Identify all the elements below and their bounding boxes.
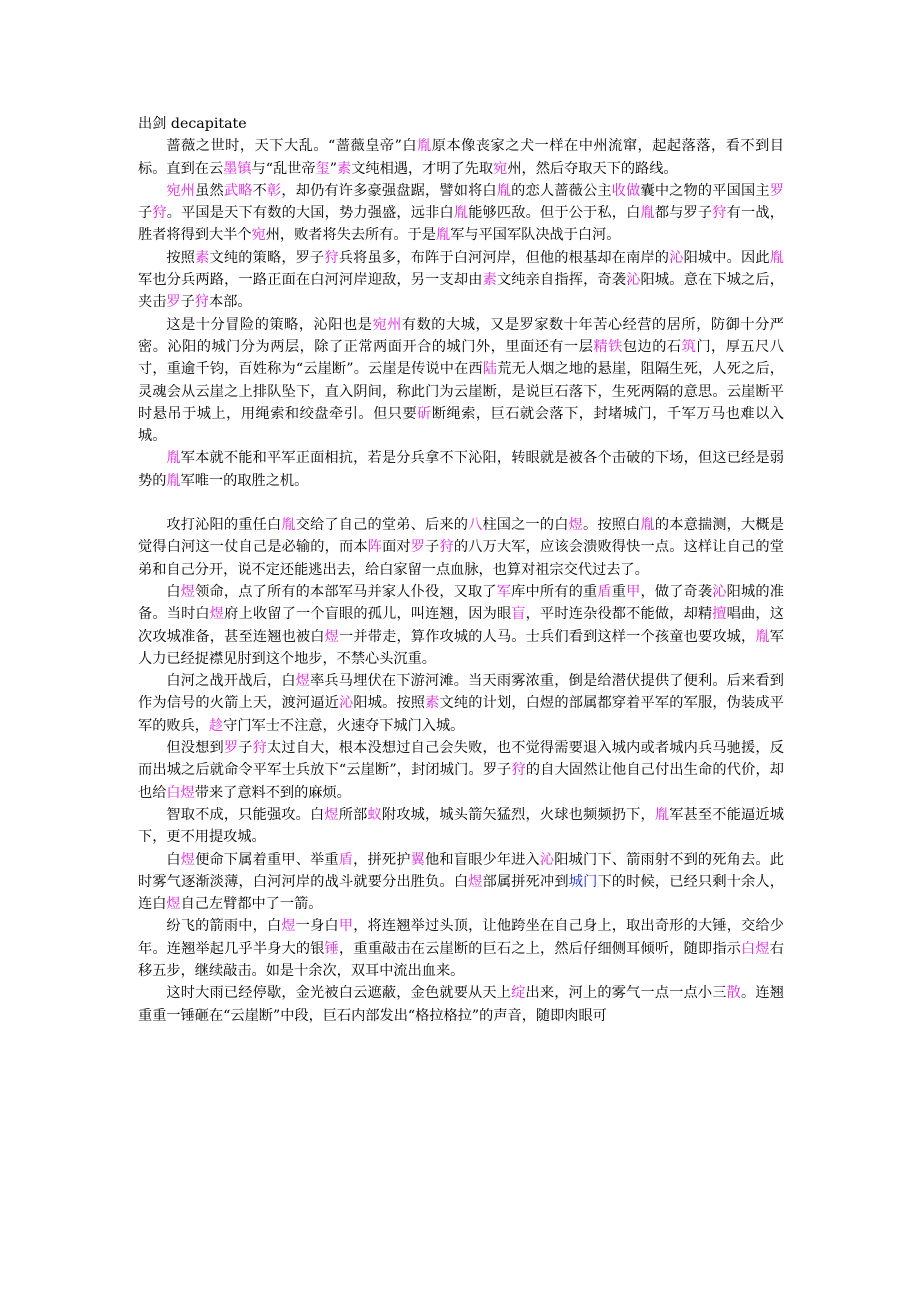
text-run: 的恋人蔷薇公主 bbox=[511, 182, 612, 199]
text-run: 按照 bbox=[166, 249, 196, 266]
text-run: 阳城。意在下城之后，夹击 bbox=[138, 272, 784, 311]
text-run: 附攻城，城头箭矢猛烈，火球也频频扔下， bbox=[381, 806, 655, 823]
highlighted-term: 煜 bbox=[568, 517, 583, 534]
highlighted-term: 盾 bbox=[597, 583, 612, 600]
text-run: 本部。 bbox=[209, 294, 252, 311]
text-run: 府上收留了一个盲眼的孤儿，叫连翘，因为眼 bbox=[224, 606, 512, 623]
paragraph bbox=[138, 180, 784, 247]
highlighted-term: 煜 bbox=[468, 873, 483, 890]
highlighted-term: 胤 bbox=[755, 628, 770, 645]
text-run: 军与平国军队决战于白河。 bbox=[450, 227, 621, 244]
text-run: 智取不成，只能强攻。白 bbox=[166, 806, 325, 823]
highlighted-term: 胤 bbox=[166, 472, 181, 489]
highlighted-term: 煜 bbox=[324, 628, 340, 645]
highlighted-term: 煜 bbox=[324, 806, 339, 823]
text-run: 能够匹敌。但于公于私，白 bbox=[468, 205, 641, 222]
text-run: 率兵马埋伏在下游河滩。当天雨雾浓重，倒是给潜伏提供了便利。后来看到作为信号的火箭上天，渡河逼近 bbox=[138, 673, 784, 712]
text-run: 一并带走，算作攻城的人马。士兵们看到这样一个孩童也要攻城， bbox=[339, 628, 756, 645]
highlighted-term: 锤 bbox=[324, 940, 340, 957]
highlighted-term: 甲 bbox=[338, 918, 354, 935]
text-run: 与“乱世帝 bbox=[251, 160, 316, 177]
paragraph bbox=[138, 581, 784, 670]
highlighted-term: 狩 bbox=[252, 740, 267, 757]
text-run: 州，然后夺取天下的路线。 bbox=[507, 160, 678, 177]
highlighted-term: 军 bbox=[496, 583, 512, 600]
text-run: 。按照白 bbox=[583, 517, 641, 534]
highlighted-term: 煜 bbox=[295, 673, 311, 690]
highlighted-term: 趁 bbox=[208, 717, 224, 734]
text-run: ，拼死护 bbox=[353, 851, 411, 868]
highlighted-term: 胤 bbox=[417, 138, 432, 155]
highlighted-term: 素 bbox=[482, 272, 497, 289]
text-run: ，重重敲击在云崖断的巨石之上，然后仔细侧耳倾听，随即指示 bbox=[339, 940, 742, 957]
text-run: 柱国之一的白 bbox=[482, 517, 569, 534]
text-run: 有数的大城，又是罗家数十年苦心经营的居所，防御十分严密。沁阳的城门分为两层，除了正常两面开合的城门外，里面还有一层 bbox=[138, 316, 784, 355]
text-run: 文纯亲自指挥，奇袭 bbox=[496, 272, 627, 289]
highlighted-term: 煜 bbox=[209, 606, 225, 623]
highlighted-term: 胤 bbox=[496, 182, 512, 199]
highlighted-term: 宛 bbox=[251, 227, 266, 244]
text-run: 蔷薇之世时，天下大乱。“蔷薇皇帝”白 bbox=[166, 138, 418, 155]
highlighted-term: 翼 bbox=[410, 851, 425, 868]
paragraph bbox=[138, 804, 784, 849]
highlighted-term: 胤 bbox=[640, 517, 655, 534]
text-run: 白河之战开战后，白 bbox=[166, 673, 296, 690]
text-run: 的自大固然让他自己付出生命的代价，却也给 bbox=[138, 762, 784, 801]
highlighted-term: 沁 bbox=[712, 583, 727, 600]
highlighted-term: 素 bbox=[337, 160, 352, 177]
highlighted-term: 煜 bbox=[180, 583, 196, 600]
highlighted-term: 斫 bbox=[417, 405, 432, 422]
text-run: 白 bbox=[166, 583, 181, 600]
text-run: 军甚至不能逼近城下，更不用提攻城。 bbox=[138, 806, 784, 846]
highlighted-term: 素 bbox=[425, 695, 440, 712]
text-run: 阳城中。因此 bbox=[683, 249, 770, 266]
highlighted-term: 八 bbox=[468, 517, 483, 534]
text-run: 军本就不能和平军正面相抗，若是分兵拿不下沁阳，转眼就是被各个击破的下场，但这已经是弱势的 bbox=[138, 450, 784, 489]
text-run: 部属拼死冲到 bbox=[482, 873, 569, 890]
highlighted-term: 胤 bbox=[453, 205, 469, 222]
paragraph bbox=[138, 737, 784, 804]
text-run: 门，厚五尺八寸，重逾千钧，百姓称为“云崖断”。云崖是传说中在西 bbox=[138, 338, 784, 378]
highlighted-term: 狩 bbox=[439, 539, 454, 556]
paragraph bbox=[138, 849, 784, 916]
highlighted-term: 罗 bbox=[166, 294, 181, 311]
text-run: 文纯的策略，罗子 bbox=[209, 249, 325, 266]
text-run: 纷飞的箭雨中，白 bbox=[166, 918, 282, 935]
highlighted-term: 煜 bbox=[180, 851, 196, 868]
highlighted-term: 阵 bbox=[367, 539, 383, 556]
text-run: 文纯的计划，白煜的部属都穿着平军的军服，伪装成平军的败兵， bbox=[138, 695, 784, 734]
highlighted-term: 沁 bbox=[339, 695, 354, 712]
highlighted-term: 绽 bbox=[511, 985, 526, 1002]
text-run: 子 bbox=[425, 539, 440, 556]
highlighted-term: 筑 bbox=[681, 338, 697, 355]
text-run: ，却仍有许多豪强盘踞，譬如将白 bbox=[281, 182, 497, 199]
text-run: 白 bbox=[166, 851, 181, 868]
text-run: 攻打沁阳的重任白 bbox=[166, 517, 282, 534]
text-run: ，将连翘举过头顶，让他跨坐在自己身上，取出奇形的大锤，交给少年。连翘举起几乎半身大的银 bbox=[138, 918, 784, 957]
text-run: 子 bbox=[138, 205, 153, 222]
highlighted-term: 彰 bbox=[266, 182, 282, 199]
text-run: 所部 bbox=[338, 806, 368, 823]
text-run: 断绳索，巨石就会落下，封堵城门，千军万马也难以入城。 bbox=[138, 405, 784, 445]
paragraph bbox=[138, 314, 784, 448]
text-run: 守门军士不注意，火速夺下城门入城。 bbox=[223, 717, 465, 734]
text-run: 囊中之物的平国国主 bbox=[640, 182, 770, 199]
text-run: 子 bbox=[180, 294, 195, 311]
highlighted-term: 蚁 bbox=[367, 806, 382, 823]
highlighted-term: 白煜 bbox=[166, 784, 195, 801]
highlighted-term: 煜 bbox=[281, 918, 296, 935]
highlighted-term: 狩 bbox=[511, 762, 526, 779]
text-run: 阳城的准备。当时白 bbox=[138, 583, 784, 623]
highlighted-term: 散 bbox=[726, 985, 742, 1002]
text-run: 领命，点了所有的本部军马并家人仆役，又取了 bbox=[195, 583, 497, 600]
highlighted-term: 玺 bbox=[315, 160, 330, 177]
highlighted-term: 狩 bbox=[152, 205, 167, 222]
text-run: 。平国是天下有数的大国，势力强盛，远非白 bbox=[166, 205, 454, 222]
text-run: 虽然 bbox=[195, 182, 224, 199]
text-run: 他和盲眼少年进入 bbox=[425, 851, 540, 868]
text-run: 的本意揣测，大概是觉得白河这一仗自己是必输的，而本 bbox=[138, 517, 784, 556]
text-run: 这是十分冒险的策略，沁阳也是 bbox=[166, 316, 373, 333]
text-run: 库中所有的重 bbox=[511, 583, 598, 600]
highlighted-term: 胤 bbox=[435, 227, 451, 244]
text-run: 便命下属着重甲、举重 bbox=[195, 851, 339, 868]
text-run: 带来了意料不到的麻烦。 bbox=[194, 784, 351, 801]
highlighted-term-blue: 城门 bbox=[568, 873, 598, 890]
highlighted-term: 陆 bbox=[482, 361, 498, 378]
text-run: ，平时连杂役都不能做，却精 bbox=[525, 606, 713, 623]
text-run: 阳城。按照 bbox=[353, 695, 426, 712]
text-run: 有一战，胜者将得到大半个 bbox=[138, 205, 784, 244]
document-title: 出剑 decapitate bbox=[138, 116, 247, 132]
paragraph bbox=[138, 135, 784, 180]
text-run: 唱曲，这次攻城准备，甚至连翘也被白 bbox=[138, 606, 784, 645]
text-run: 太过自大，根本没想过自己会失败，也不觉得需要退入城内或者城内兵马驰援，反而出城之后就命令平军士兵放下“云崖断”，封闭城门。罗子 bbox=[138, 740, 784, 779]
text-run: 一身白 bbox=[295, 918, 339, 935]
highlighted-term: 胤 bbox=[654, 806, 670, 823]
text-run: 军人力已经捉襟见肘到这个地步，不禁心头沉重。 bbox=[138, 628, 784, 667]
highlighted-term: 盾 bbox=[338, 851, 354, 868]
highlighted-term: 煜 bbox=[166, 896, 181, 913]
text-run: 。连翘重重一锤砸在“云崖断”中段，巨石内部发出“格拉格拉”的声音，随即肉眼可 bbox=[138, 985, 784, 1024]
text-run: 包边的石 bbox=[622, 338, 682, 355]
text-run: 原本像丧家之犬一样在中州流窜，起起落落，看不到目标。直到在云 bbox=[138, 138, 784, 177]
highlighted-term: 沁 bbox=[626, 272, 641, 289]
text-run: 重 bbox=[611, 583, 627, 600]
text-run: 州，败者将失去所有。于是 bbox=[265, 227, 436, 244]
text-run: 自己左臂都中了一箭。 bbox=[180, 896, 323, 913]
highlighted-term: 武略 bbox=[223, 182, 253, 199]
paragraph bbox=[138, 247, 784, 314]
highlighted-term: 甲 bbox=[626, 583, 641, 600]
highlighted-term: 狩 bbox=[194, 294, 209, 311]
text-run: 军也分兵两路，一路正面在白河河岸迎敌，另一支却由 bbox=[138, 272, 483, 289]
text-run: 文纯相遇，才明了先取 bbox=[351, 160, 494, 177]
section-one bbox=[138, 135, 784, 492]
text-run: 右移五步，继续敲击。如是十余次，双耳中流出血来。 bbox=[138, 940, 784, 979]
highlighted-term: 白煜 bbox=[741, 940, 770, 957]
highlighted-term: 胤 bbox=[281, 517, 296, 534]
highlighted-term: 罗 bbox=[769, 182, 784, 199]
highlighted-term: 精铁 bbox=[593, 338, 623, 355]
text-run: ，做了奇袭 bbox=[640, 583, 713, 600]
text-run: 兵将虽多，布阵于白河河岸，但他的根基却在南岸的 bbox=[338, 249, 670, 266]
highlighted-term: 罗 bbox=[410, 539, 426, 556]
section-two bbox=[138, 514, 784, 1027]
paragraph bbox=[138, 670, 784, 737]
highlighted-term: 宛州 bbox=[372, 316, 402, 333]
text-run: 荒无人烟之地的悬崖，阻隔生死，人死之后，灵魂会从云崖之上排队坠下，直入阴间，称此门为云崖断，是说巨石落下，生死两隔的意思。云崖断平时悬吊于城上，用绳索和绞盘牵引。但只要 bbox=[138, 361, 784, 422]
highlighted-term: 素 bbox=[195, 249, 210, 266]
paragraph bbox=[138, 514, 784, 581]
text-run: 子 bbox=[238, 740, 253, 757]
text-run: 都与罗子 bbox=[654, 205, 713, 222]
highlighted-term: 宛州 bbox=[166, 182, 196, 199]
text-run: 军唯一的取胜之机。 bbox=[180, 472, 309, 489]
highlighted-term: 沁 bbox=[669, 249, 684, 266]
text-run: 面对 bbox=[382, 539, 411, 556]
highlighted-term: 沁 bbox=[539, 851, 555, 868]
highlighted-term: 狩 bbox=[712, 205, 727, 222]
text-run: 的八万大军，应该会溃败得快一点。这样让自己的堂弟和自己分开，说不定还能逃出去，给白家留一点血脉，也算对祖宗交代过去了。 bbox=[138, 539, 784, 578]
text-run: 交给了自己的堂弟、后来的 bbox=[295, 517, 469, 534]
highlighted-term: 收做 bbox=[611, 182, 641, 199]
highlighted-term: 擅 bbox=[712, 606, 727, 623]
document-page bbox=[138, 113, 784, 1027]
highlighted-term: 胤 bbox=[166, 450, 181, 467]
paragraph bbox=[138, 982, 784, 1027]
text-run: 下的时候，已经只剩十余人，连白 bbox=[138, 873, 784, 913]
highlighted-term: 胤 bbox=[640, 205, 655, 222]
text-run: 出来，河上的雾气一点一点小三 bbox=[525, 985, 727, 1002]
section-gap bbox=[138, 492, 784, 514]
highlighted-term: 墨镇 bbox=[223, 160, 252, 177]
highlighted-term: 罗 bbox=[223, 740, 239, 757]
text-run: 这时大雨已经停歇，金光被白云遮蔽，金色就要从天上 bbox=[166, 985, 512, 1002]
text-run: 不 bbox=[252, 182, 267, 199]
highlighted-term: 狩 bbox=[324, 249, 339, 266]
highlighted-term: 胤 bbox=[769, 249, 784, 266]
paragraph bbox=[138, 915, 784, 982]
highlighted-term: 宛 bbox=[493, 160, 508, 177]
text-run: 阳城门下、箭雨射不到的死角去。此时雾气逐渐淡薄，白河河岸的战斗就要分出胜负。白 bbox=[138, 851, 784, 890]
text-run: 但没想到 bbox=[166, 740, 224, 757]
highlighted-term: 盲 bbox=[511, 606, 526, 623]
text-run: ” bbox=[329, 160, 338, 177]
paragraph bbox=[138, 447, 784, 492]
